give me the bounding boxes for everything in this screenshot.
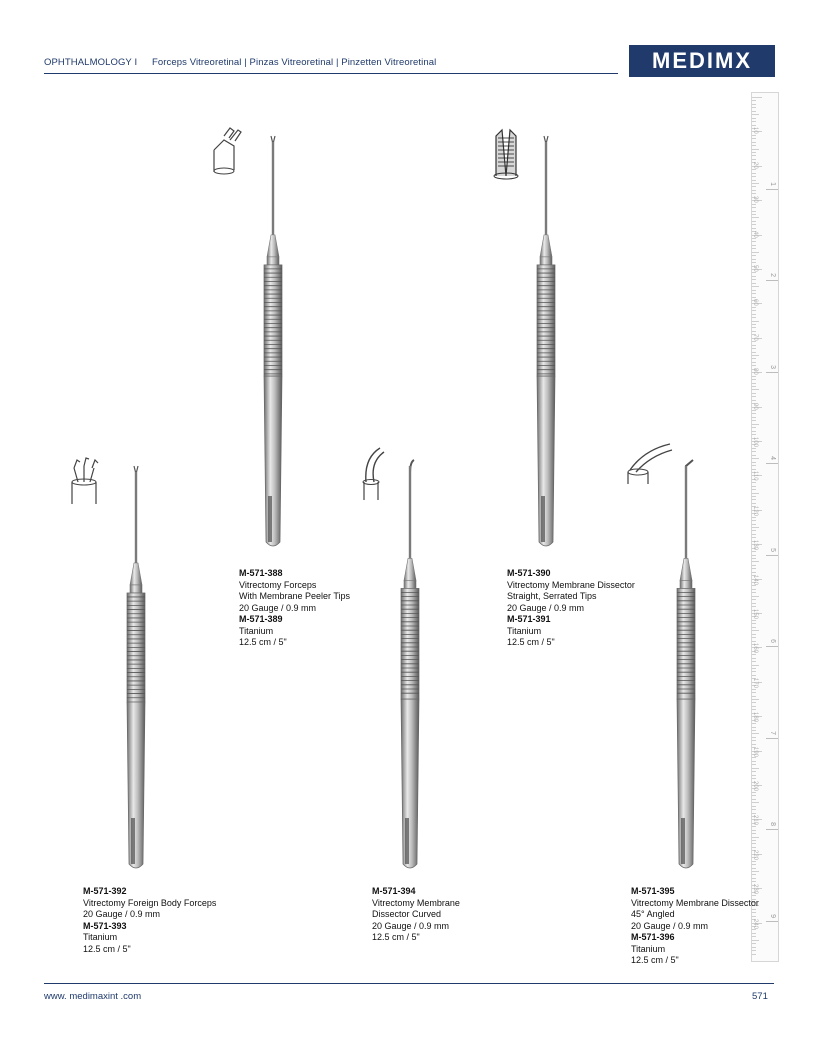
product-detail: Straight, Serrated Tips [507,591,597,601]
product-code-alt: M-571-396 [631,932,675,942]
section-subtitle: Forceps Vitreoretinal | Pinzas Vitreoretinal | Pinzetten Vitreoretinal [151,57,437,68]
instrument-shaft [272,142,274,235]
product-code: M-571-388 [239,568,283,578]
instrument-handle [537,376,555,546]
product-code: M-571-392 [83,886,127,896]
product-material: Titanium [83,932,118,942]
instrument-cone [267,235,279,257]
ruler-cm-label: 160 [752,643,758,654]
product-length: 12.5 cm / 5" [372,932,420,942]
instrument-handle [677,699,695,868]
product-detail: Dissector Curved [372,909,442,919]
ruler-inch-label: 6 [769,639,776,643]
handle-shadow [268,496,272,542]
ruler-cm-label: 50 [752,265,758,272]
ruler-cm-label: 90 [752,402,758,410]
product-description-394 [372,886,460,944]
product-length: 12.5 cm / 5" [239,637,287,647]
product-description-392 [83,886,216,955]
product-name: Vitrectomy Membrane Dissector [507,579,635,590]
product-code: M-571-395 [631,886,675,896]
instrument-cone [130,563,142,585]
product-length: 12.5 cm / 5" [83,943,131,954]
product-gauge: 20 Gauge / 0.9 mm [631,920,709,931]
product-name: Vitrectomy Membrane [372,897,460,908]
ruler-inch-label: 4 [769,456,776,460]
instrument-shaft [409,466,411,558]
ruler-cm-label: 140 [752,574,758,585]
product-description-395 [631,886,759,967]
product-material: Titanium [507,625,542,636]
ruler-cm-label: 40 [752,230,758,238]
product-gauge: 20 Gauge / 0.9 mm [239,602,317,613]
handle-shadow [541,496,545,542]
instrument-collar [540,257,552,265]
product-code: M-571-390 [507,568,551,578]
instrument-collar [130,585,142,593]
handle-shadow [405,818,409,864]
ruler-inch-label: 9 [769,913,776,918]
ruler-cm-label: 120 [752,505,758,516]
instrument-handle [264,376,282,546]
handle-shadow [131,818,135,864]
ruler-inch-label: 3 [769,364,776,369]
instrument-collar [267,257,279,265]
tip-detail-sketch [366,448,384,482]
instrument-handle [401,699,419,868]
brand-logo: MEDIMX [629,45,775,77]
ruler-inch-label: 2 [769,273,776,277]
footer-divider [44,983,774,984]
ruler-cm-label: 100 [752,437,758,448]
instrument-cone [680,558,692,580]
instrument-cone [404,558,416,580]
instrument-shaft [685,466,687,558]
ruler-cm-label: 200 [752,781,758,792]
product-description-390 [507,568,635,649]
ruler-cm-label: 240 [752,918,758,929]
product-description-388 [239,568,350,649]
tip-detail-sketch [214,140,234,172]
product-material: Titanium [631,943,666,954]
ruler-cm-label: 220 [752,849,758,860]
product-detail: 45° Angled [631,909,675,919]
product-length: 12.5 cm / 5" [631,955,679,965]
tip-detail-sketch [630,444,672,472]
ruler-cm-label: 30 [752,196,758,203]
tip-detail-sketch [74,458,98,468]
footer-website-link[interactable]: www. medimaxint .com [44,991,142,1002]
ruler-cm-label: 20 [752,161,758,169]
ruler-cm-label: 190 [752,746,758,757]
ruler-cm-label: 170 [752,677,758,688]
ruler-cm-label: 210 [752,815,758,826]
page-number: 571 [752,991,768,1002]
product-gauge: 20 Gauge / 0.9 mm [507,602,585,613]
instrument-collar [404,580,416,588]
ruler-inch-label: 1 [769,181,776,186]
instrument-handle [127,702,145,868]
ruler-cm-label: 70 [752,333,758,341]
instrument-shaft [545,142,547,235]
ruler-cm-label: 130 [752,540,758,551]
product-length: 12.5 cm / 5" [507,637,555,647]
instrument-collar [680,580,692,588]
section-title: OPHTHALMOLOGY I [44,57,138,68]
ruler-cm-label: 60 [752,299,758,307]
ruler-inch-label: 5 [769,547,776,552]
ruler-cm-label: 230 [752,884,758,895]
product-name: Vitrectomy Membrane Dissector [631,897,759,908]
product-code-alt: M-571-393 [83,920,127,931]
instrument-shaft [135,472,137,563]
instrument-cone [540,235,552,257]
product-code-alt: M-571-391 [507,614,551,624]
ruler-cm-label: 110 [752,471,758,481]
ruler-cm-label: 10 [752,127,758,135]
tip-detail-sketch [214,168,234,174]
product-name: Vitrectomy Foreign Body Forceps [83,897,217,908]
product-code-alt: M-571-389 [239,614,283,624]
ruler-cm-label: 150 [752,609,758,620]
product-gauge: 20 Gauge / 0.9 mm [372,920,450,931]
ruler-inch-label: 7 [769,730,776,735]
tip-detail-sketch [224,128,241,141]
ruler-inch-label: 8 [769,822,776,826]
handle-shadow [681,818,685,864]
product-material: Titanium [239,625,274,636]
ruler-cm-label: 80 [752,368,758,375]
tip-detail-sketch [496,130,516,176]
product-code: M-571-394 [372,886,416,896]
product-name: Vitrectomy Forceps [239,579,317,590]
product-detail: With Membrane Peeler Tips [239,591,351,601]
product-gauge: 20 Gauge / 0.9 mm [83,909,161,919]
ruler-cm-label: 180 [752,712,758,723]
